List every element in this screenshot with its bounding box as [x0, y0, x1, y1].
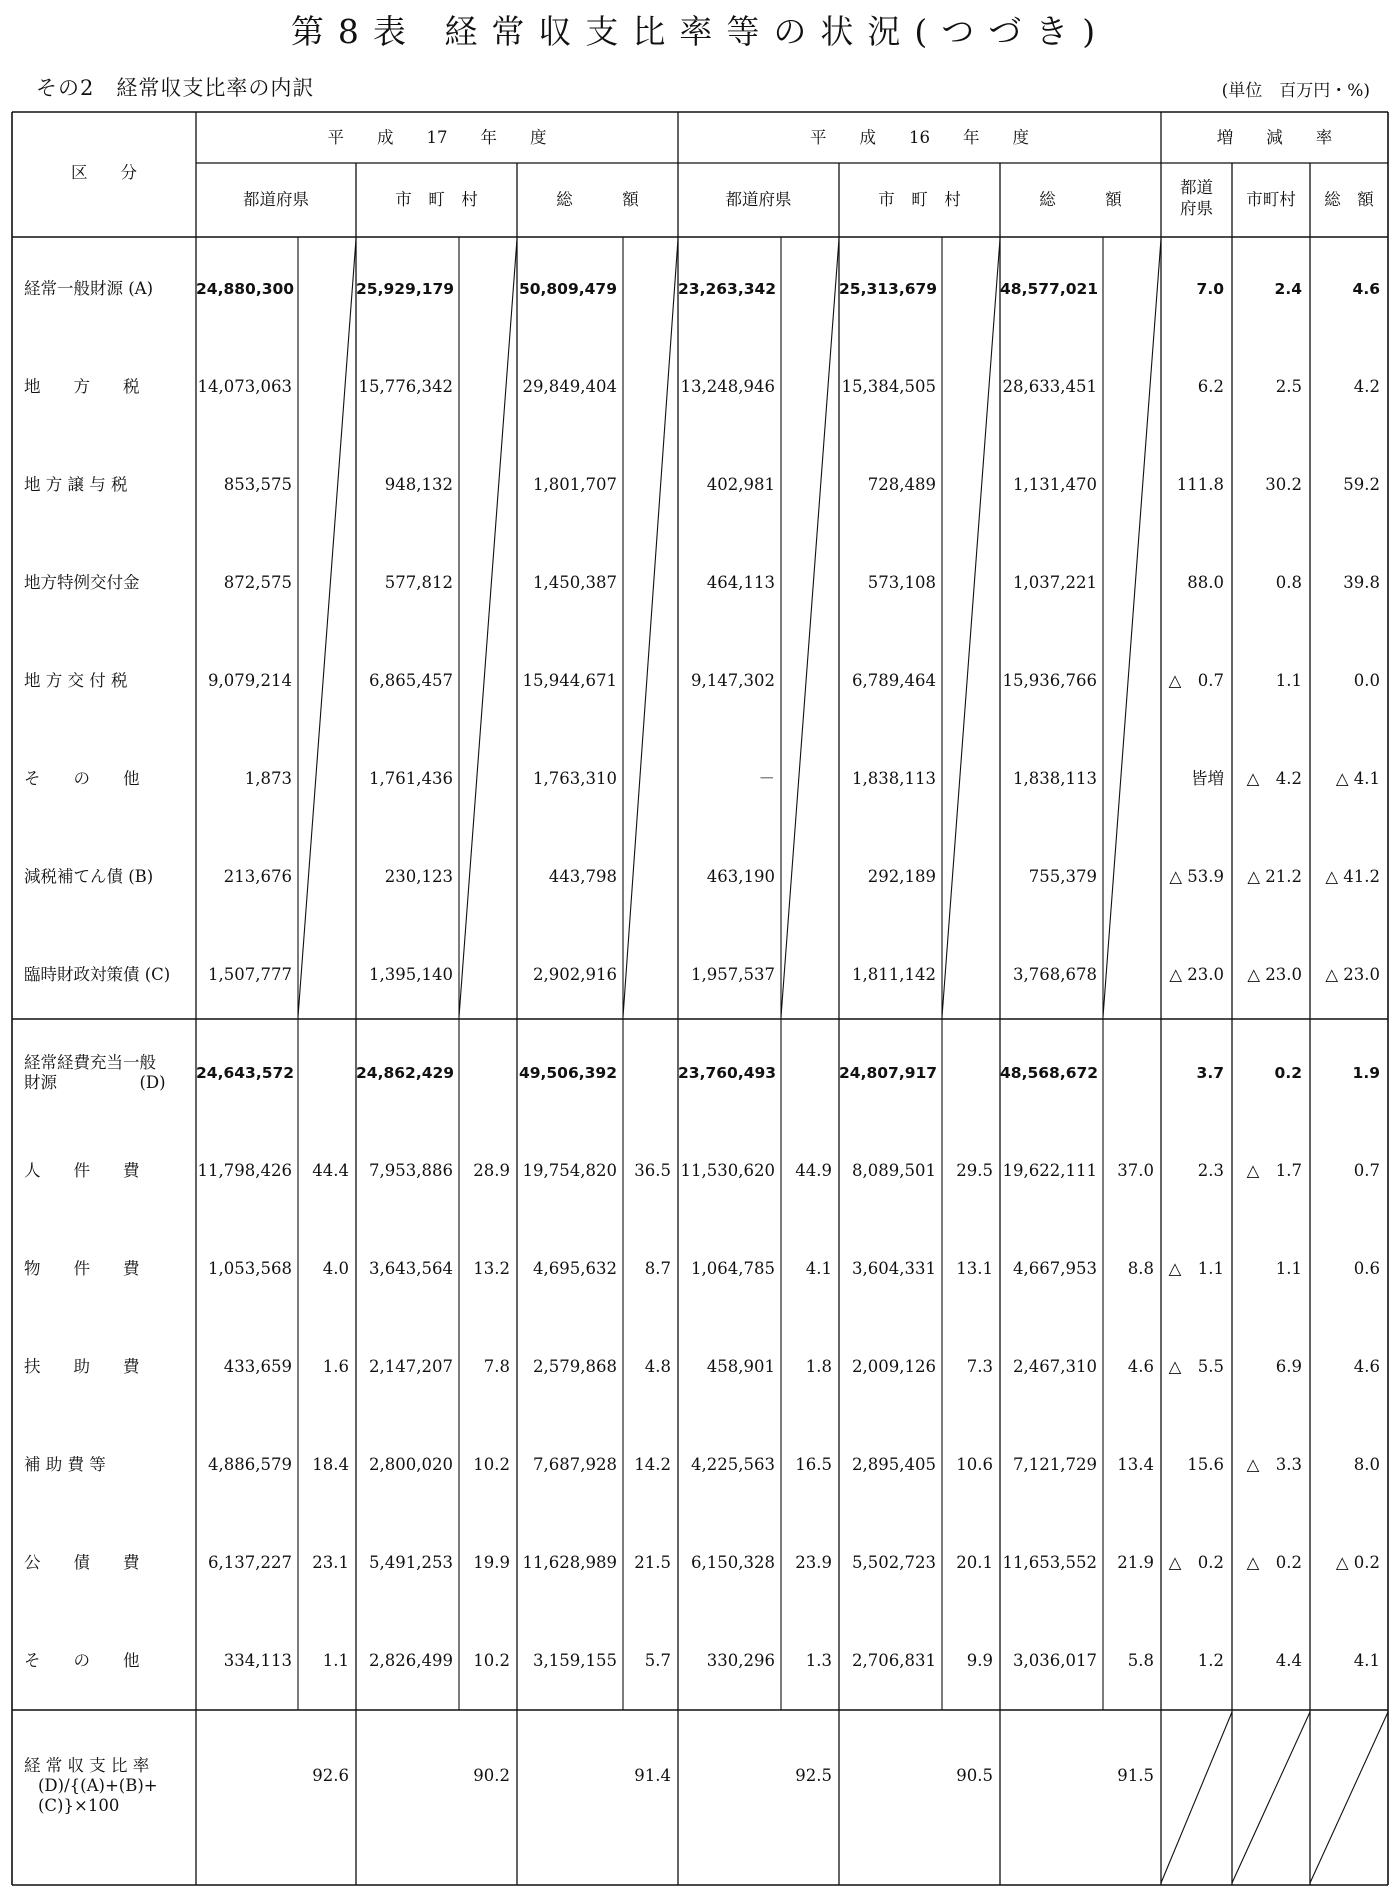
- ratio-value: 92.6: [312, 1766, 349, 1785]
- diagonal-line: [1103, 239, 1161, 1017]
- change-rate-cell: 0.7: [1353, 1161, 1380, 1180]
- page-title: 第8表 経常収支比率等の状況(つづき): [290, 12, 1110, 51]
- value-cell: 6,865,457: [369, 671, 453, 690]
- value-cell: 6,789,464: [852, 671, 936, 690]
- value-cell: 1,838,113: [852, 769, 936, 788]
- value-cell: 3,159,155: [533, 1651, 617, 1670]
- value-cell: 24,643,572: [196, 1064, 295, 1082]
- value-cell: 2,467,310: [1013, 1357, 1097, 1376]
- value-cell: 13,248,946: [680, 377, 775, 396]
- header-change-municipality: 市町村: [1246, 190, 1296, 209]
- change-rate-cell: 4.6: [1353, 1357, 1380, 1376]
- percent-cell: 29.5: [956, 1161, 993, 1180]
- value-cell: 5,491,253: [369, 1553, 453, 1572]
- change-rate-cell: 1.9: [1352, 1064, 1380, 1082]
- row-label: 経常一般財源 (A): [24, 279, 154, 298]
- value-cell: 28,633,451: [1002, 377, 1097, 396]
- value-cell: 2,147,207: [369, 1357, 453, 1376]
- percent-cell: 1.8: [805, 1357, 832, 1376]
- value-cell: 2,706,831: [852, 1651, 936, 1670]
- value-cell: 2,895,405: [852, 1455, 936, 1474]
- value-cell: 48,577,021: [1000, 280, 1099, 298]
- change-rate-cell: △ 0.7: [1168, 671, 1224, 690]
- value-cell: 11,530,620: [680, 1161, 775, 1180]
- value-cell: 11,653,552: [1002, 1553, 1097, 1572]
- value-cell: 9,079,214: [208, 671, 292, 690]
- change-rate-cell: 2.4: [1274, 280, 1302, 298]
- value-cell: 4,695,632: [533, 1259, 617, 1278]
- change-rate-cell: △ 23.0: [1325, 965, 1380, 984]
- percent-cell: 4.8: [644, 1357, 671, 1376]
- percent-cell: 4.1: [805, 1259, 832, 1278]
- change-rate-cell: 1.1: [1275, 1259, 1302, 1278]
- change-rate-cell: 30.2: [1265, 475, 1302, 494]
- percent-cell: 7.3: [966, 1357, 993, 1376]
- diagonal-line: [1232, 1712, 1310, 1883]
- percent-cell: 5.8: [1127, 1651, 1154, 1670]
- change-rate-cell: △ 5.5: [1168, 1357, 1224, 1376]
- value-cell: 573,108: [867, 573, 936, 592]
- change-rate-cell: 8.0: [1353, 1455, 1380, 1474]
- ratio-label: 経 常 収 支 比 率: [24, 1756, 150, 1775]
- change-rate-cell: 0.8: [1275, 573, 1302, 592]
- header-total: 総 額: [1039, 190, 1122, 209]
- change-rate-cell: 6.9: [1275, 1357, 1302, 1376]
- percent-cell: 20.1: [956, 1553, 993, 1572]
- row-label: 物 件 費: [24, 1259, 140, 1278]
- change-rate-cell: 7.0: [1196, 280, 1224, 298]
- percent-cell: 37.0: [1117, 1161, 1154, 1180]
- change-rate-cell: △ 0.2: [1168, 1553, 1224, 1572]
- value-cell: 1,053,568: [208, 1259, 292, 1278]
- value-cell: 1,838,113: [1013, 769, 1097, 788]
- change-rate-cell: △ 0.2: [1335, 1553, 1380, 1572]
- percent-cell: 13.4: [1117, 1455, 1154, 1474]
- row-label: 地 方 税: [24, 377, 140, 396]
- value-cell: 7,953,886: [369, 1161, 453, 1180]
- header-prefecture: 都道府県: [243, 190, 309, 209]
- percent-cell: 1.1: [322, 1651, 349, 1670]
- value-cell: 3,768,678: [1013, 965, 1097, 984]
- percent-cell: 10.2: [473, 1651, 510, 1670]
- value-cell: 4,886,579: [208, 1455, 292, 1474]
- value-cell: 292,189: [867, 867, 936, 886]
- value-cell: 1,801,707: [533, 475, 617, 494]
- unit-note: (単位 百万円・%): [1221, 81, 1370, 101]
- value-cell: 15,776,342: [358, 377, 453, 396]
- change-rate-cell: 皆増: [1191, 769, 1224, 788]
- value-cell: 48,568,672: [1000, 1064, 1099, 1082]
- value-cell: 1,037,221: [1013, 573, 1097, 592]
- value-cell: 458,901: [706, 1357, 775, 1376]
- value-cell: 433,659: [223, 1357, 292, 1376]
- value-cell: 1,507,777: [208, 965, 292, 984]
- ratio-value: 91.4: [634, 1766, 671, 1785]
- percent-cell: 7.8: [483, 1357, 510, 1376]
- percent-cell: 28.9: [473, 1161, 510, 1180]
- value-cell: 7,121,729: [1013, 1455, 1097, 1474]
- diagonal-line: [459, 239, 517, 1017]
- change-rate-cell: △ 1.1: [1168, 1259, 1224, 1278]
- value-cell: 213,676: [223, 867, 292, 886]
- row-label: 扶 助 費: [24, 1357, 140, 1376]
- value-cell: 1,761,436: [369, 769, 453, 788]
- change-rate-cell: 4.6: [1352, 280, 1380, 298]
- percent-cell: 4.0: [322, 1259, 349, 1278]
- value-cell: 402,981: [706, 475, 775, 494]
- value-cell: 2,009,126: [852, 1357, 936, 1376]
- change-rate-cell: 6.2: [1197, 377, 1224, 396]
- value-cell: 1,873: [244, 769, 292, 788]
- value-cell: 25,313,679: [839, 280, 938, 298]
- value-cell: 8,089,501: [852, 1161, 936, 1180]
- value-cell: 2,800,020: [369, 1455, 453, 1474]
- percent-cell: 21.5: [634, 1553, 671, 1572]
- diagonal-line: [623, 239, 678, 1017]
- percent-cell: 13.1: [956, 1259, 993, 1278]
- percent-cell: 36.5: [634, 1161, 671, 1180]
- value-cell: 19,622,111: [1002, 1161, 1097, 1180]
- ratio-value: 92.5: [795, 1766, 832, 1785]
- percent-cell: 8.8: [1127, 1259, 1154, 1278]
- ratio-formula: (C)}×100: [38, 1796, 120, 1815]
- change-rate-cell: △ 23.0: [1247, 965, 1302, 984]
- value-cell: 334,113: [223, 1651, 292, 1670]
- percent-cell: 19.9: [473, 1553, 510, 1572]
- value-cell: 11,628,989: [522, 1553, 617, 1572]
- percent-cell: 44.9: [795, 1161, 832, 1180]
- change-rate-cell: 4.2: [1353, 377, 1380, 396]
- ratio-value: 91.5: [1117, 1766, 1154, 1785]
- value-cell: 19,754,820: [522, 1161, 617, 1180]
- value-cell: 2,902,916: [533, 965, 617, 984]
- change-rate-cell: 1.2: [1197, 1651, 1224, 1670]
- percent-cell: 8.7: [644, 1259, 671, 1278]
- percent-cell: 5.7: [644, 1651, 671, 1670]
- change-rate-cell: △ 3.3: [1246, 1455, 1302, 1474]
- change-rate-cell: 15.6: [1187, 1455, 1224, 1474]
- value-cell: 1,450,387: [533, 573, 617, 592]
- value-cell: 853,575: [223, 475, 292, 494]
- value-cell: 755,379: [1028, 867, 1097, 886]
- percent-cell: 10.2: [473, 1455, 510, 1474]
- header-change-prefecture: 都道: [1180, 178, 1213, 197]
- ratio-formula: (D)/{(A)+(B)+: [38, 1776, 158, 1795]
- percent-cell: 1.6: [322, 1357, 349, 1376]
- change-rate-cell: △ 41.2: [1325, 867, 1380, 886]
- diagonal-line: [781, 239, 839, 1017]
- value-cell: 577,812: [384, 573, 453, 592]
- change-rate-cell: 39.8: [1343, 573, 1380, 592]
- change-rate-cell: △ 21.2: [1247, 867, 1302, 886]
- value-cell: 2,826,499: [369, 1651, 453, 1670]
- value-cell: 3,036,017: [1013, 1651, 1097, 1670]
- table-subtitle: その2 経常収支比率の内訳: [36, 76, 315, 100]
- header-category: 区 分: [71, 163, 137, 182]
- value-cell: 1,811,142: [852, 965, 936, 984]
- value-cell: 24,862,429: [356, 1064, 455, 1082]
- change-rate-cell: 1.1: [1275, 671, 1302, 690]
- value-cell: 15,944,671: [522, 671, 617, 690]
- value-cell: 15,936,766: [1002, 671, 1097, 690]
- value-cell: 6,137,227: [208, 1553, 292, 1572]
- value-cell: 6,150,328: [691, 1553, 775, 1572]
- value-cell: 24,880,300: [196, 280, 295, 298]
- value-cell: 15,384,505: [841, 377, 936, 396]
- percent-cell: 10.6: [956, 1455, 993, 1474]
- row-label: 地方特例交付金: [24, 573, 140, 592]
- change-rate-cell: 88.0: [1187, 573, 1224, 592]
- diagonal-line: [1161, 1712, 1232, 1883]
- percent-cell: 9.9: [966, 1651, 993, 1670]
- percent-cell: 44.4: [312, 1161, 349, 1180]
- header-year-17: 平 成 17 年 度: [327, 128, 547, 147]
- value-cell: 1,131,470: [1013, 475, 1097, 494]
- value-cell: 24,807,917: [839, 1064, 938, 1082]
- change-rate-cell: 59.2: [1343, 475, 1380, 494]
- value-cell: 230,123: [384, 867, 453, 886]
- change-rate-cell: 3.7: [1196, 1064, 1224, 1082]
- percent-cell: 4.6: [1127, 1357, 1154, 1376]
- change-rate-cell: △ 0.2: [1246, 1553, 1302, 1572]
- row-label: 臨時財政対策債 (C): [24, 965, 171, 984]
- value-cell: 7,687,928: [533, 1455, 617, 1474]
- header-municipality: 市 町 村: [395, 190, 478, 209]
- value-cell: 29,849,404: [522, 377, 617, 396]
- value-cell: 1,395,140: [369, 965, 453, 984]
- value-cell: 1,064,785: [691, 1259, 775, 1278]
- value-cell: 463,190: [706, 867, 775, 886]
- diagonal-line: [942, 239, 1000, 1017]
- ratio-value: 90.2: [473, 1766, 510, 1785]
- change-rate-cell: 0.2: [1274, 1064, 1302, 1082]
- value-cell: 5,502,723: [852, 1553, 936, 1572]
- row-label: そ の 他: [24, 769, 140, 788]
- row-label: 減税補てん債 (B): [24, 867, 154, 886]
- change-rate-cell: 2.3: [1197, 1161, 1224, 1180]
- percent-cell: 13.2: [473, 1259, 510, 1278]
- value-cell: 443,798: [548, 867, 617, 886]
- header-total: 総 額: [556, 190, 639, 209]
- change-rate-cell: 4.4: [1275, 1651, 1302, 1670]
- value-cell: 3,604,331: [852, 1259, 936, 1278]
- change-rate-cell: △ 53.9: [1169, 867, 1224, 886]
- value-cell: 2,579,868: [533, 1357, 617, 1376]
- row-label: 人 件 費: [24, 1161, 140, 1180]
- percent-cell: 16.5: [795, 1455, 832, 1474]
- value-cell: 14,073,063: [197, 377, 292, 396]
- header-year-16: 平 成 16 年 度: [810, 128, 1029, 147]
- percent-cell: 23.9: [795, 1553, 832, 1572]
- row-label: 公 債 費: [24, 1553, 140, 1572]
- value-cell: 25,929,179: [356, 280, 455, 298]
- value-cell: 23,760,493: [678, 1064, 777, 1082]
- header-change-prefecture: 府県: [1180, 199, 1213, 218]
- value-cell: 9,147,302: [691, 671, 775, 690]
- change-rate-cell: △ 4.1: [1335, 769, 1380, 788]
- value-cell: 948,132: [384, 475, 453, 494]
- change-rate-cell: △ 23.0: [1169, 965, 1224, 984]
- value-cell: 49,506,392: [518, 1064, 617, 1082]
- value-cell: 11,798,426: [197, 1161, 292, 1180]
- percent-cell: 1.3: [805, 1651, 832, 1670]
- diagonal-line: [298, 239, 356, 1017]
- row-label: 財源 (D): [24, 1073, 166, 1092]
- change-rate-cell: 0.0: [1353, 671, 1380, 690]
- percent-cell: 18.4: [312, 1455, 349, 1474]
- header-prefecture: 都道府県: [725, 190, 792, 209]
- row-label: 地 方 譲 与 税: [24, 475, 128, 494]
- value-cell: －: [758, 769, 775, 788]
- header-change-rate: 増 減 率: [1216, 128, 1333, 147]
- header-change-total: 総 額: [1324, 190, 1374, 209]
- value-cell: 1,957,537: [691, 965, 775, 984]
- percent-cell: 21.9: [1117, 1553, 1154, 1572]
- row-label: 経常経費充当一般: [24, 1053, 156, 1072]
- row-label: 地 方 交 付 税: [24, 671, 128, 690]
- value-cell: 330,296: [706, 1651, 775, 1670]
- value-cell: 23,263,342: [678, 280, 777, 298]
- change-rate-cell: 4.1: [1353, 1651, 1380, 1670]
- value-cell: 464,113: [706, 573, 775, 592]
- change-rate-cell: △ 1.7: [1246, 1161, 1302, 1180]
- value-cell: 3,643,564: [369, 1259, 453, 1278]
- value-cell: 728,489: [867, 475, 936, 494]
- percent-cell: 14.2: [634, 1455, 671, 1474]
- row-label: そ の 他: [24, 1651, 140, 1670]
- row-label: 補 助 費 等: [24, 1455, 106, 1474]
- value-cell: 872,575: [223, 573, 292, 592]
- change-rate-cell: △ 4.2: [1246, 769, 1302, 788]
- ratio-value: 90.5: [956, 1766, 993, 1785]
- value-cell: 4,667,953: [1013, 1259, 1097, 1278]
- change-rate-cell: 0.6: [1353, 1259, 1380, 1278]
- value-cell: 1,763,310: [533, 769, 617, 788]
- diagonal-line: [1310, 1712, 1388, 1883]
- percent-cell: 23.1: [312, 1553, 349, 1572]
- change-rate-cell: 2.5: [1275, 377, 1302, 396]
- value-cell: 50,809,479: [518, 280, 617, 298]
- change-rate-cell: 111.8: [1176, 475, 1224, 494]
- value-cell: 4,225,563: [691, 1455, 775, 1474]
- header-municipality: 市 町 村: [878, 190, 961, 209]
